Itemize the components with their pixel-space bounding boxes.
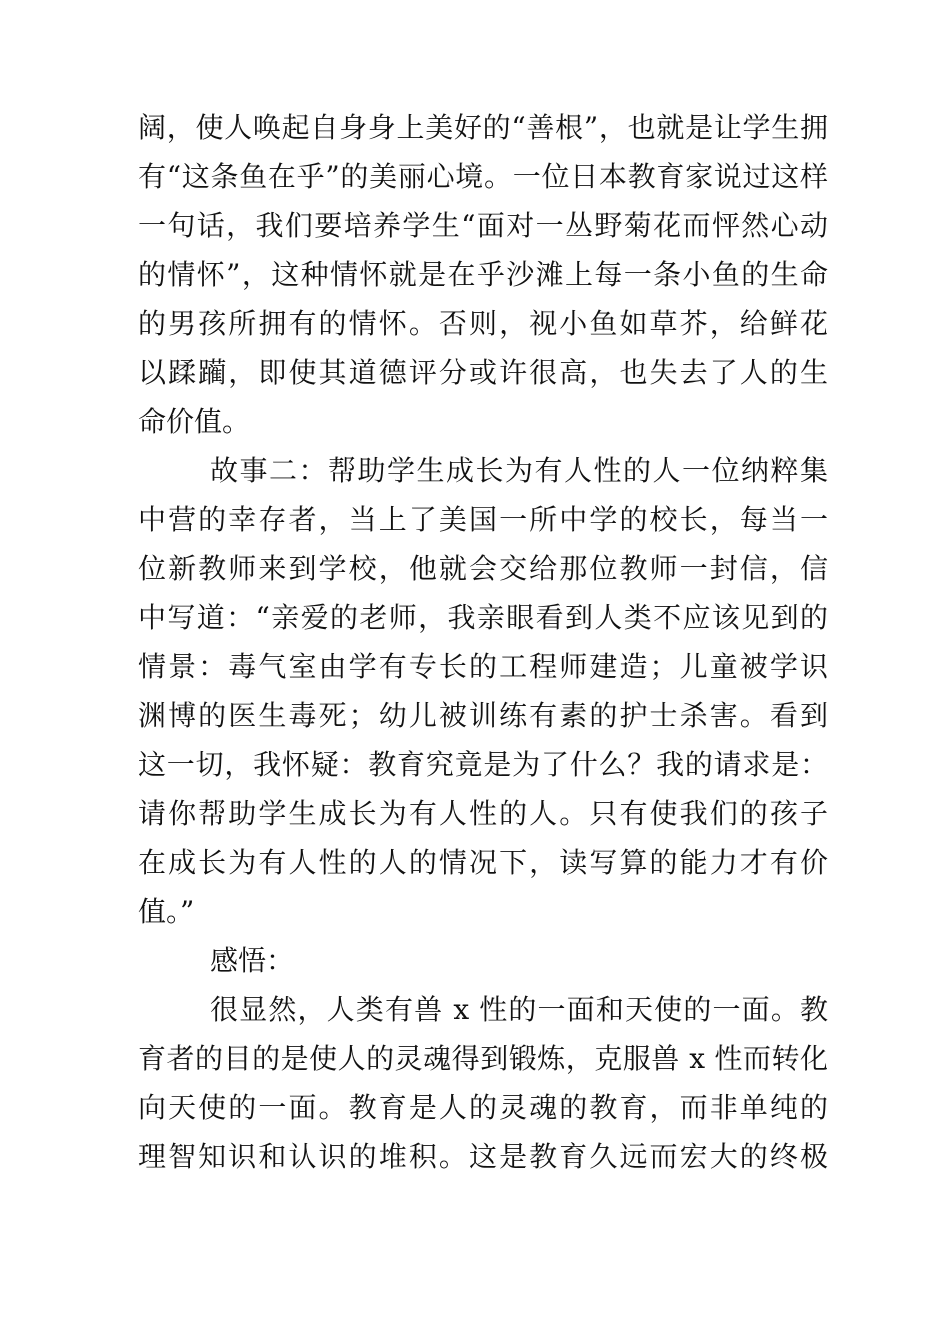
body-text (138, 103, 828, 1181)
text-line: 在成长为有人性的人的情况下，读写算的能力才有价 (138, 846, 828, 879)
text-line: 请你帮助学生成长为有人性的人。只有使我们的孩子 (138, 797, 828, 830)
text-line: 中写道：“亲爱的老师，我亲眼看到人类不应该见到的 (138, 601, 828, 634)
text-line: 位新教师来到学校，他就会交给那位教师一封信，信 (138, 552, 828, 585)
text-line: 故事二：帮助学生成长为有人性的人一位纳粹集 (210, 454, 828, 487)
text-line: 值。” (138, 895, 195, 928)
text-line: 向天使的一面。教育是人的灵魂的教育，而非单纯的 (138, 1091, 828, 1124)
text-line: 情景：毒气室由学有专长的工程师建造；儿童被学识 (138, 650, 828, 683)
text-line: 这一切，我怀疑：教育究竟是为了什么？我的请求是： (138, 748, 828, 781)
text-line: 理智知识和认识的堆积。这是教育久远而宏大的终极 (138, 1140, 828, 1173)
text-line: 一句话，我们要培养学生“面对一丛野菊花而怦然心动 (138, 209, 828, 242)
text-line: 渊博的医生毒死；幼儿被训练有素的护士杀害。看到 (138, 699, 828, 732)
text-line: 有“这条鱼在乎”的美丽心境。一位日本教育家说过这样 (138, 160, 828, 193)
text-line: 感悟： (210, 944, 295, 977)
text-line: 很显然，人类有兽 x 性的一面和天使的一面。教 (210, 993, 828, 1026)
text-line: 的男孩所拥有的情怀。否则，视小鱼如草芥，给鲜花 (138, 307, 828, 340)
text-line: 育者的目的是使人的灵魂得到锻炼，克服兽 x 性而转化 (138, 1042, 828, 1075)
text-line: 中营的幸存者，当上了美国一所中学的校长，每当一 (138, 503, 828, 536)
text-line: 阔，使人唤起自身身上美好的“善根”，也就是让学生拥 (138, 111, 828, 144)
text-line: 的情怀”，这种情怀就是在乎沙滩上每一条小鱼的生命 (138, 258, 828, 291)
text-line: 以蹂躏，即使其道德评分或许很高，也失去了人的生 (138, 356, 828, 389)
text-line: 命价值。 (138, 405, 251, 438)
